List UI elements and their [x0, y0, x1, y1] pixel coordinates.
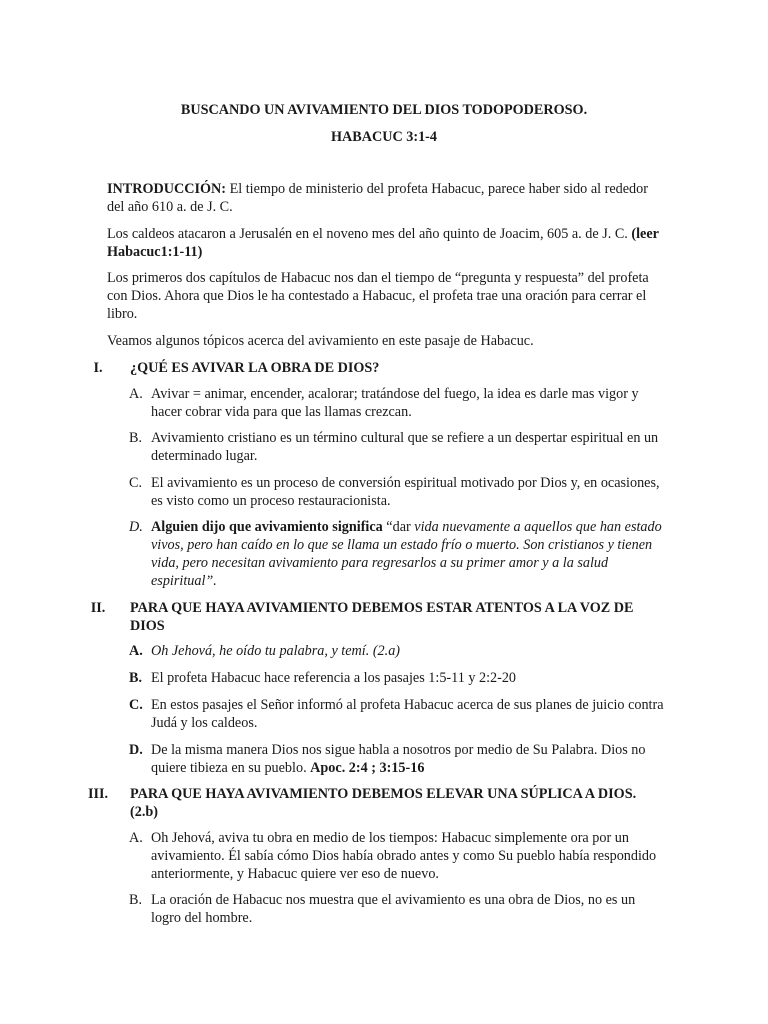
paragraph-chapters: Los primeros dos capítulos de Habacuc nos dan el tiempo de “pregunta y respuesta” del profeta con Dios. Ahora que Dios le ha contestado a Habacuc, el profeta trae una oración para cerrar el libro.	[107, 270, 649, 322]
intro-label: INTRODUCCIÓN:	[107, 181, 227, 197]
item-text: Oh Jehová, aviva tu obra en medio de los tiempos: Habacuc simplemente ora por un avivamiento. Él sabía cómo Dios había obrado antes y como Su pueblo había respondido anteriormente, y Habacuc quiere ver eso de nuevo.	[151, 830, 657, 882]
item-d-reference: Apoc. 2:4 ; 3:15-16	[310, 760, 425, 776]
item-text	[151, 518, 664, 590]
section-2-number: II.	[90, 600, 106, 616]
item-text: Avivar = animar, encender, acalorar; tratándose del fuego, la idea es darle mas vigor y hacer cobrar vida para que las llamas crezcan.	[151, 386, 639, 420]
item-text: En estos pasajes el Señor informó al profeta Habacuc acerca de sus planes de juicio contra Judá y los caldeos.	[151, 697, 664, 731]
item-letter: B.	[129, 892, 143, 908]
item-letter: C.	[129, 475, 143, 491]
item-letter: B.	[129, 670, 143, 686]
scripture-reference: HABACUC 3:1-4	[330, 129, 437, 145]
item-text: La oración de Habacuc nos muestra que el avivamiento es una obra de Dios, no es un logro del hombre.	[151, 892, 636, 926]
section-2-title: PARA QUE HAYA AVIVAMIENTO DEBEMOS ESTAR ATENTOS A LA VOZ DE DIOS	[130, 600, 634, 634]
document-title: BUSCANDO UN AVIVAMIENTO DEL DIOS TODOPODEROSO.	[180, 102, 588, 118]
item-letter: A.	[129, 830, 143, 846]
item-text	[151, 741, 664, 777]
paragraph2-bold: (leer Habacuc1:1-11)	[107, 226, 659, 260]
paragraph2-text: Los caldeos atacaron a Jerusalén en el noveno mes del año quinto de Joacim, 605 a. de J. C.	[107, 226, 632, 242]
item-letter: C.	[129, 697, 143, 713]
item-d-plain: “dar	[382, 519, 415, 535]
section-3-title: PARA QUE HAYA AVIVAMIENTO DEBEMOS ELEVAR UNA SÚPLICA A DIOS. (2.b)	[130, 786, 637, 820]
item-text: El avivamiento es un proceso de conversión espiritual motivado por Dios y, en ocasiones, es visto como un proceso restauracionista.	[151, 475, 660, 509]
paragraph-chaldeans	[107, 225, 667, 261]
item-d-text: De la misma manera Dios nos sigue habla a nosotros por medio de Su Palabra. Dios no quiere tibieza en su pueblo.	[151, 742, 646, 776]
item-d-italic: vida nuevamente a aquellos que han estado vivos, pero han caído en lo que se llama un estado frío o muerto. Son cristianos y tienen vida, pero necesitan avivamiento para regresarlos a su primer amor y a la salud espiritual”.	[151, 519, 662, 589]
item-letter: D.	[129, 742, 143, 758]
item-text: El profeta Habacuc hace referencia a los pasajes 1:5-11 y 2:2-20	[151, 670, 517, 686]
section-1-title: ¿QUÉ ES AVIVAR LA OBRA DE DIOS?	[130, 360, 380, 376]
item-letter: A.	[129, 386, 143, 402]
intro-paragraph	[107, 180, 667, 216]
item-text: Oh Jehová, he oído tu palabra, y temí. (2.a)	[151, 643, 401, 659]
item-letter: A.	[129, 643, 143, 659]
section-1-number: I.	[93, 360, 103, 376]
item-text: Avivamiento cristiano es un término cultural que se refiere a un despertar espiritual en un determinado lugar.	[151, 430, 659, 464]
item-letter: D.	[129, 519, 143, 535]
section-3-number: III.	[87, 786, 109, 802]
paragraph-topics: Veamos algunos tópicos acerca del avivamiento en este pasaje de Habacuc.	[107, 333, 534, 349]
item-d-bold: Alguien dijo que avivamiento significa	[151, 519, 383, 535]
item-letter: B.	[129, 430, 143, 446]
intro-text: El tiempo de ministerio del profeta Habacuc, parece haber sido al rededor del año 610 a. de J. C.	[107, 181, 648, 215]
